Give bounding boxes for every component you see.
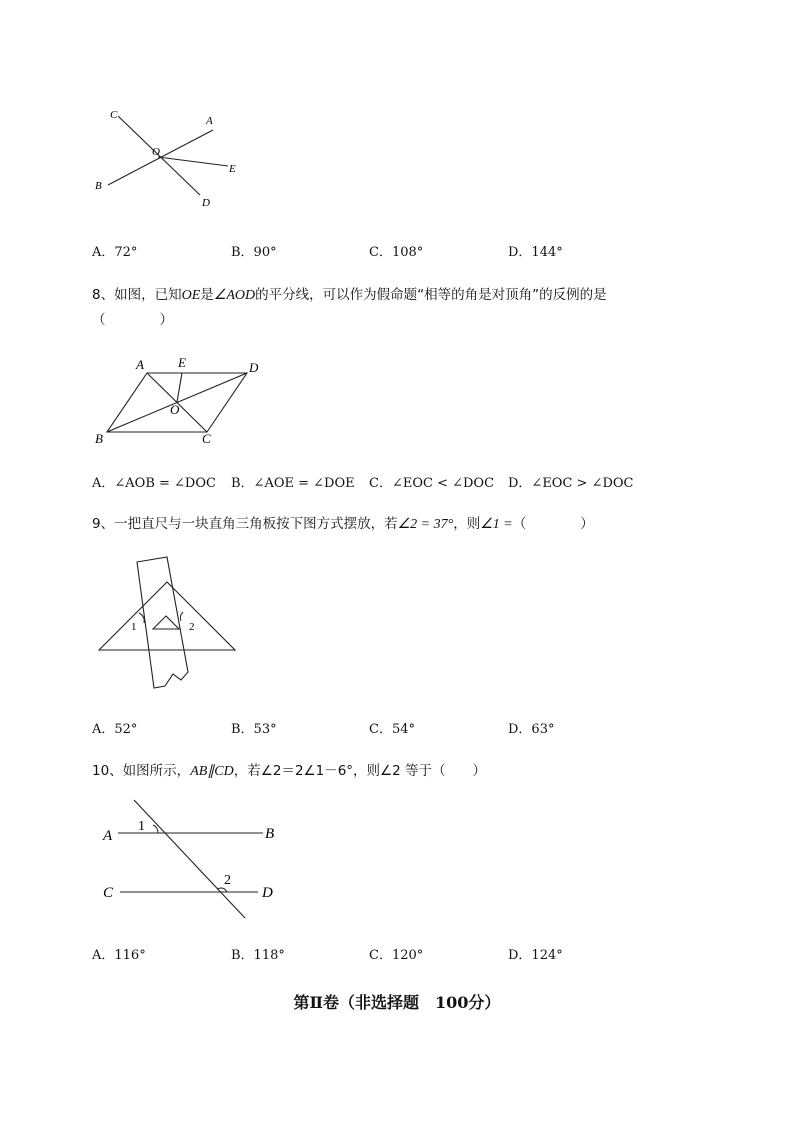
- q10-text-pre: 10、如图所示，: [92, 763, 191, 779]
- figure-q9: [95, 552, 240, 694]
- q8-text-post: 的平分线，可以作为假命题“相等的角是对顶角”的反例的是: [255, 287, 607, 303]
- section-title: 第Ⅱ卷（非选择题 100分）: [293, 993, 501, 1012]
- q10-option-d[interactable]: D．124°: [508, 948, 563, 963]
- q9-options: [92, 718, 712, 738]
- angle-1-label: 1: [138, 819, 145, 834]
- angle-2-label: 2: [224, 873, 231, 888]
- q10-text-post: ，若∠2＝2∠1－6°，则∠2 等于（ ）: [233, 763, 487, 779]
- q10-option-a[interactable]: A．116°: [92, 948, 146, 963]
- angle-2-arc: [180, 612, 183, 621]
- q10-parallel: AB∥CD: [190, 764, 234, 779]
- q8-option-d[interactable]: D．∠EOC > ∠DOC: [508, 476, 634, 491]
- figure-q8: [90, 352, 270, 447]
- label-c: C: [103, 885, 114, 901]
- q9-option-a[interactable]: A．52°: [92, 722, 138, 737]
- q9-ask: ∠1 =: [480, 517, 513, 532]
- q10-option-b[interactable]: B．118°: [231, 948, 285, 963]
- q8-text-pre: 8、如图，已知: [92, 287, 182, 303]
- angle-2-label: 2: [189, 621, 195, 633]
- q8-aod: ∠AOD: [213, 288, 256, 303]
- q10-option-c[interactable]: C．120°: [369, 948, 424, 963]
- q9-text-mid: ，则: [453, 516, 481, 532]
- label-d: D: [202, 197, 210, 209]
- angle-1-arc: [153, 825, 158, 833]
- label-c: C: [202, 431, 211, 446]
- label-e: E: [229, 163, 236, 175]
- q8-text-mid: 是: [200, 287, 214, 303]
- label-o: O: [170, 402, 180, 417]
- label-b: B: [95, 180, 102, 192]
- angle-1-arc: [139, 613, 144, 623]
- label-a: A: [206, 115, 213, 127]
- label-d: D: [262, 885, 273, 901]
- figure-q10: [98, 796, 288, 921]
- q7-options: [92, 241, 712, 261]
- q7-option-d[interactable]: D．144°: [508, 245, 563, 260]
- q7-option-b[interactable]: B．90°: [231, 245, 277, 260]
- q10-options: [92, 944, 712, 964]
- label-d: D: [249, 360, 259, 375]
- q8-blank: （ ）: [92, 312, 173, 328]
- label-a: A: [103, 828, 113, 844]
- q8-option-b[interactable]: B．∠AOE = ∠DOE: [231, 476, 355, 491]
- q9-text-pre: 9、一把直尺与一块直角三角板按下图方式摆放，若: [92, 516, 398, 532]
- figure-q7: [88, 100, 248, 215]
- q8-option-a[interactable]: A．∠AOB = ∠DOC: [92, 476, 216, 491]
- angle-1-label: 1: [131, 621, 137, 633]
- q9-blank: （ ）: [512, 516, 594, 532]
- q8-options: [92, 472, 712, 492]
- q9-cond: ∠2 = 37°: [397, 517, 454, 532]
- q9-option-d[interactable]: D．63°: [508, 722, 555, 737]
- q8-option-c[interactable]: C．∠EOC < ∠DOC: [369, 476, 495, 491]
- label-b: B: [265, 826, 275, 842]
- q9-option-b[interactable]: B．53°: [231, 722, 277, 737]
- segment-oe: [177, 373, 182, 402]
- q7-option-c[interactable]: C．108°: [369, 245, 424, 260]
- label-c: C: [110, 109, 118, 121]
- q9-option-c[interactable]: C．54°: [369, 722, 415, 737]
- label-e: E: [178, 355, 186, 370]
- straight-ruler: [137, 557, 188, 688]
- q10-stem: [92, 759, 486, 780]
- label-o: O: [152, 146, 160, 158]
- q8-stem: [92, 283, 607, 304]
- q8-oe: OE: [181, 288, 201, 303]
- transversal: [134, 800, 245, 918]
- q7-option-a[interactable]: A．72°: [92, 245, 138, 260]
- q9-stem: [92, 512, 594, 533]
- label-a: A: [136, 357, 144, 372]
- label-b: B: [95, 431, 103, 446]
